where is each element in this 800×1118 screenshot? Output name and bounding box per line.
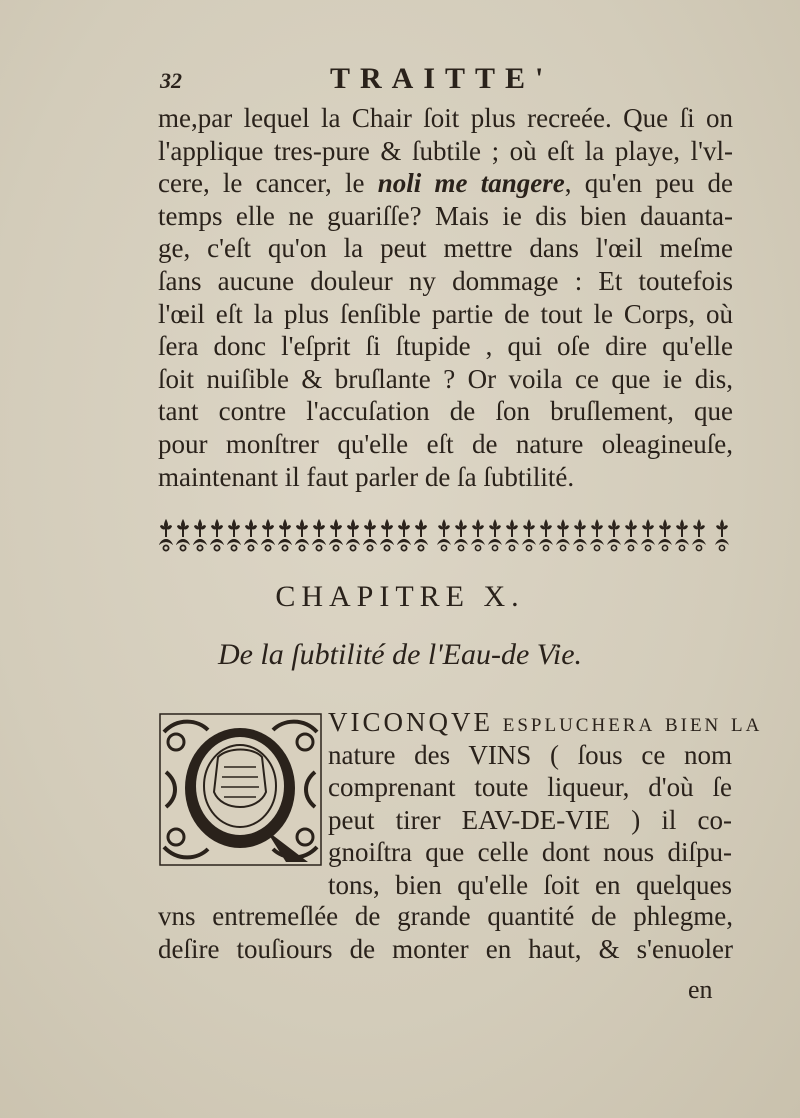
text-line: peut tirer EAV-DE-VIE ) il co- — [328, 804, 732, 835]
text-line: comprenant toute liqueur, d'où ſe — [328, 772, 732, 803]
text-line: l'applique tres-pure & ſubtile ; où eſt la playe, l'vl- — [158, 135, 733, 166]
paragraph-2-dropcap-lines — [328, 706, 763, 902]
text-line: cere, le cancer, le noli me tangere, qu'en peu de — [158, 168, 734, 199]
text-line: ſera donc l'eſprit ſi ſtupide , qui oſe dire qu'elle — [158, 331, 733, 362]
text-line: deſire touſiours de monter en haut, & s'enuoler — [158, 933, 733, 964]
text-line: l'œil eſt la plus ſenſible partie de tout le Corps, où — [158, 298, 733, 329]
text-line: tons, bien qu'elle ſoit en quelques — [328, 869, 732, 900]
chapter-subtitle: De la ſubtilité de l'Eau-de Vie. — [217, 638, 583, 671]
text-line: vns entremeſlée de grande quantité de phlegme, — [158, 901, 733, 931]
folio-number: 32 — [160, 68, 182, 93]
paragraph-1 — [158, 102, 733, 493]
fleuron-ornament-band — [158, 517, 730, 557]
paragraph-2 — [158, 900, 733, 965]
running-title: TRAITTE' — [330, 62, 554, 95]
text-line: VICONQVE eſpluchera bien la — [328, 707, 763, 737]
chapter-title: CHAPITRE X. — [275, 580, 525, 613]
text-line: gnoiſtra que celle dont nous diſpu- — [328, 837, 732, 868]
text-line: ſoit nuiſible & bruſlante ? Or voila ce que ie dis, — [158, 363, 733, 394]
text-line: nature des VINS ( ſous ce nom — [328, 739, 732, 770]
dropcap-letter — [158, 712, 323, 867]
text-line: temps elle ne guariſſe? Mais ie dis bien dauanta- — [158, 200, 733, 231]
catchword: en — [688, 975, 713, 1004]
text-line: tant contre l'accuſation de ſon bruſlement, que — [158, 396, 733, 427]
text-line: ge, c'eſt qu'on la peut mettre dans l'œil meſme — [158, 233, 733, 264]
page-header — [160, 62, 740, 98]
text-line: maintenant il faut parler de ſa ſubtilité. — [158, 461, 575, 492]
text-line: ſans aucune douleur ny dommage : Et toutefois — [158, 265, 733, 296]
text-line: me,par lequel la Chair ſoit plus recreée. Que ſi on — [158, 103, 733, 133]
italic-phrase: noli me tangere — [377, 168, 565, 199]
text-line: pour monſtrer qu'elle eſt de nature oleagineuſe, — [158, 428, 733, 459]
